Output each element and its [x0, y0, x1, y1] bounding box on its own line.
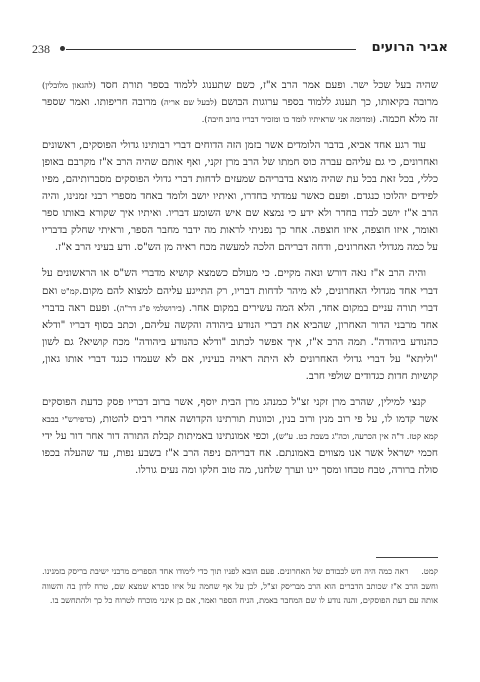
paragraph — [42, 137, 438, 256]
paragraph — [42, 394, 438, 479]
paragraph — [42, 265, 438, 384]
citation-text: (בירושלמי פ"ג דר"ה) — [116, 302, 186, 313]
citation-text: (כדפירש"י בבבא קמא קטז. ד"ה אין הכרעה, וכה"ג בשבת כט. ע"ש) — [42, 413, 438, 441]
citation-text: (לבעל שם אריה) — [160, 97, 217, 108]
citation-text: (להגאון מלובלין) — [42, 80, 96, 90]
main-text — [42, 77, 438, 488]
header-rule — [66, 49, 356, 50]
paragraph — [42, 77, 438, 128]
paragraph-text: מרובה חריפותו. ואמר שספר זה מלא חכמה. — [42, 96, 438, 126]
paragraph-text: מרובה בקיאותו, כך תענוג ללמוד בספר ערוגות הבושם — [217, 96, 438, 109]
page-number: 238 — [32, 42, 50, 56]
paragraph-text: . ופעם ראה בדברי אחד מרבני הדור האחרון, שהביא את דברי הנודע ביהודה והקשה עליהם, וכתב בסוף דבריו "ודלא כהנודע ביהודה". תמה הרב א"ז, איך אפשר לכתוב "ודלא כהנודע ביהודה" מכח קושיא? גם לשון "וליתא" על דברי גדולי האחרונים לא היתה ראויה בעיניו, אם לא שעמדו כנגד דברי אותו גאון, קושיות חדות כגדודים שולפי חרב. — [42, 301, 438, 382]
paragraph-text: ואם דברי תורה עניים במקום אחד, הלא המה עשירים במקום אחר. — [42, 284, 439, 314]
footnote-text: ראה כמה היה חש לכבודם של האחרונים. פעם הובא לפניו תוך כדי לימודו אחד הספרים מרבני ישיבת בריסק בזמנינו. וחשב הרב א"ז שכותב הדברים הוא הרב מבריסק זצ"ל, לכן על אף שחמה על איזו סברא שמצא שם, טרח לדון בה והשווה אותה עם דעת הפוסקים, והנה נודע לו שם המחבר באמת, הניח הספר ואמר, אם כן אינני מוכרח לטרוח כל כך ולהתחשב בו. — [42, 566, 438, 606]
running-title: אביר הרועים — [371, 40, 448, 55]
paragraph-text: , וכפי אמונתינו באמיתות קבלת התורה דור אחר דור על ידי חכמי ישראל אשר אנו מצווים באמונתם. אח דבריהם ניפה הרב א"ז בשבע נפות, עד שהעלה בכפו סולת ברורה, טבח טבחו ומסך יינו וערך שלחנו, מה טוב חלקו ומה נעים גורלו. — [42, 429, 438, 476]
citation-text: קמ"ט — [61, 285, 79, 296]
footnote-label: קמט. — [421, 566, 438, 576]
paragraph-text: שהיה בעל שכל ישר. ופעם אמר הרב א"ז, כשם שתענוג ללמוד בספר תורת חסד — [95, 79, 438, 91]
paragraph-text: והיה הרב א"ז נאה דורש ונאה מקיים. כי מעולם כשמצא קושיא מדברי הש"ס או הראשונים על דברי אחד מגדולי האחרונים, לא מיהר לדחות דבריו, רק התייגע עליהם למצוא להם מקום. — [42, 267, 439, 297]
footnote — [42, 564, 438, 608]
page-header — [32, 40, 448, 62]
paragraph-text: עוד רגע אחד אביא, בדבר הלומדים אשר בזמן הזה הדוחים דברי רבותינו גדולי הפוסקים, ראשונים ואחרונים, כי גם עליהם עברה כוס חמתו של הרב מרן זקני, ואף אותם שהיה הרב א"ז מקרבם באופן כללי, בכל זאת בכל עת שהיה מוצא בדבריהם שמעזים לדחות דברי גדולי הפוסקים מסברותיהם, מפיו לפידים יהלוכו כנגדם. ופעם כאשר עמדתי בחדרו, ואיתיו יושב ולומד באחד מספרי רבני זמנינו, והיה הרב א"ז יושב לבדו בחדר ולא ידע כי נמצא שם איש השומע דבריו. ואיתיו איך שקורא באותו ספר ואומר, איזו חוצפה, איזו חוצפה. אחר כך נפניתי לראות מה ידבר מחבר הספר, וראיתי שחלק בדבריו על כמה מגדולי האחרונים, ודחה דבריהם הלכה למעשה מכח ראיה מן הש"ס. ודע בעיני הרב א"ז. — [42, 139, 438, 254]
footnote-separator — [376, 557, 438, 558]
citation-text: (ומדומה אני שראיתיו לומד בו ומזכיר דבריו ברוב חיבה). — [201, 114, 376, 125]
paragraph-text: קנצי למילין, שהרב מרן זקני זצ"ל כמנהג מרן הבית יוסף, אשר ברוב דבריו פסק כדעת הפוסקים אשר קדמו לו, על פי רוב מנין ורוב בנין, וכוונות תורתינו הקדושה אחרי רבים להטות, — [42, 395, 438, 425]
